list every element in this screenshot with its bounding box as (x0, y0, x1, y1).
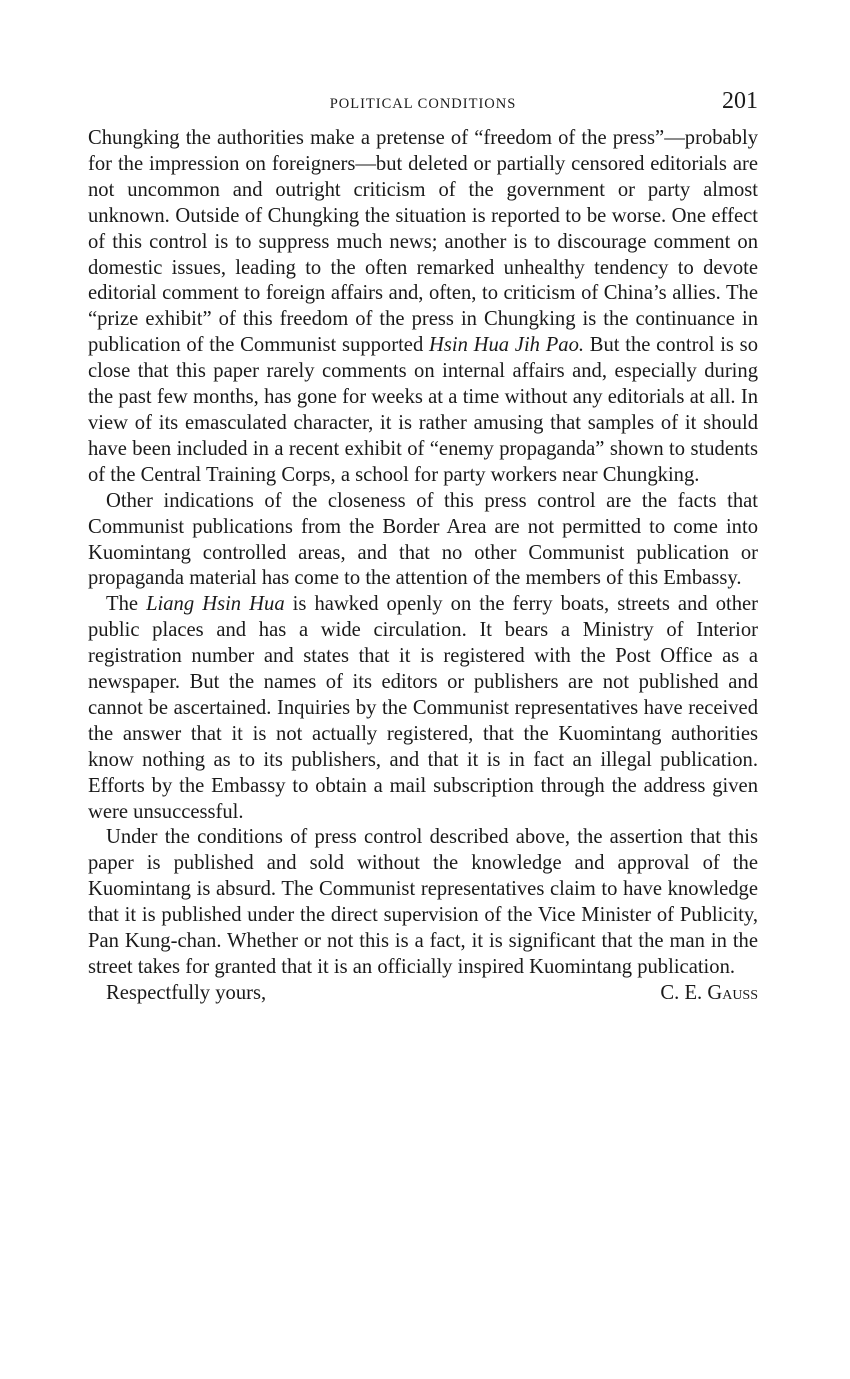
paragraph-2: Other indications of the closeness of this press control are the facts that Communist publications from the Border Area are not permitted to come into Kuomintang controlled areas, and that no other Communist publication or propaganda material has come to the attention of the members of this Embassy. (88, 489, 758, 590)
paragraph-3-text-b: is hawked openly on the ferry boats, streets and other public places and has a wide circulation. It bears a Ministry of Interior registration number and states that it is registered with the Post Office as a newspaper. But the names of its editors or publishers are not published and cannot be ascertained. Inquiries by the Communist representatives have received the answer that it is not actually registered, that the Kuomintang authorities know nothing as to its publishers, and that it is in fact an illegal publication. Efforts by the Embassy to obtain a mail subscription through the address given were unsuccessful. (88, 593, 759, 823)
page-header (88, 86, 758, 126)
paragraph-4: Under the conditions of press control described above, the assertion that this paper is published and sold without the knowledge and approval of the Kuomintang is absurd. The Communist representatives claim to have knowledge that it is published under the direct supervision of the Vice Minister of Publicity, Pan Kung-chan. Whether or not this is a fact, it is significant that the man in the street takes for granted that it is an officially inspired Kuomintang publication. (88, 826, 758, 978)
paragraph-3 (88, 592, 758, 825)
paragraph-1-text-b: But the control is so close that this paper rarely comments on internal affairs and, especially during the past few months, has gone for weeks at a time without any editorials at all. In view of its emasculated character, it is rather amusing that samples of it should have been included in a recent exhibit of “enemy propaganda” shown to students of the Central Training Corps, a school for party workers near Chungking. (88, 334, 758, 486)
body-text (88, 126, 758, 981)
page-number: 201 (722, 88, 758, 114)
salutation: Respectfully yours, (106, 981, 267, 1004)
newspaper-title-hsin-hua-jih-pao: Hsin Hua Jih Pao. (428, 334, 585, 357)
paragraph-3-text-a: The (106, 593, 147, 616)
running-head: POLITICAL CONDITIONS (329, 96, 517, 112)
signature: C. E. Gauss (660, 981, 758, 1004)
paragraph-1 (88, 126, 758, 489)
document-page (88, 86, 758, 1007)
paragraph-1-text-a: Chungking the authorities make a pretense of “freedom of the press”—probably for the impression on foreigners—but deleted or partially censored editorials are not uncommon and outright criticism of the government or party almost unknown. Outside of Chungking the situation is reported to be worse. One effect of this control is to suppress much news; another is to discourage comment on domestic issues, leading to the often remarked unhealthy tendency to devote editorial comment to foreign affairs and, often, to criticism of China’s allies. The “prize exhibit” of this freedom of the press in Chungking is the continuance in publication of the Communist supported (88, 127, 758, 357)
closing-line (88, 981, 758, 1007)
newspaper-title-liang-hsin-hua: Liang Hsin Hua (146, 593, 285, 616)
